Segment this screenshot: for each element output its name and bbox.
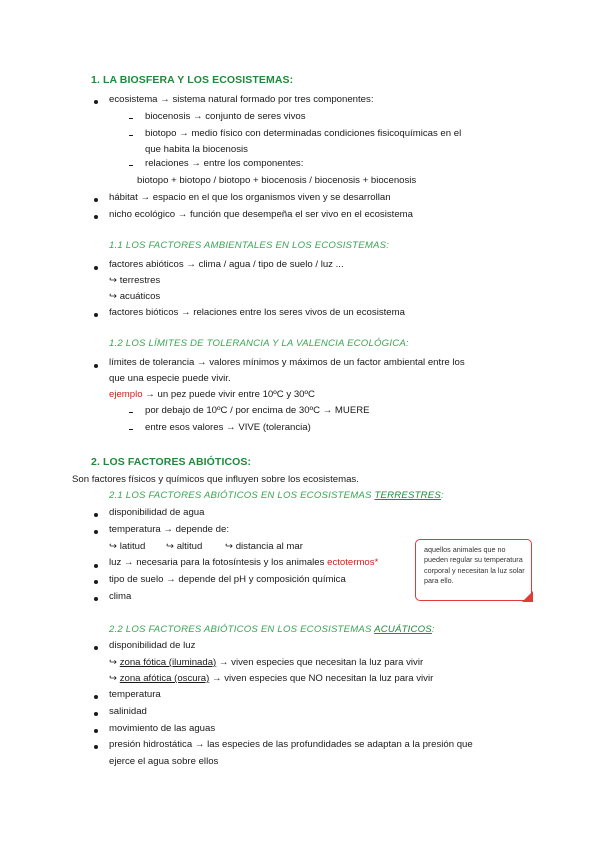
relaciones-definition: relaciones → entre los componentes: (145, 158, 304, 169)
zona-fotica-item (109, 657, 423, 668)
section-2-2-title-acuaticos: ACUÁTICOS (374, 624, 432, 635)
ejemplo-label: ejemplo (109, 389, 143, 400)
luz-text: luz → necesaria para la fotosíntesis y los animales (109, 557, 328, 568)
bullet (94, 266, 98, 270)
section-1-2-title: 1.2 LOS LÍMITES DE TOLERANCIA Y LA VALENCIA ECOLÓGICA: (109, 338, 409, 349)
zona-afotica-item (109, 673, 433, 684)
bullet (94, 712, 98, 716)
muere-item: por debajo de 10ºC / por encima de 30ºC → MUERE (145, 405, 370, 416)
dash (129, 412, 133, 413)
section-2-1-title-colon: : (440, 490, 444, 501)
sticky-note-text: aquellos animales que no pueden regular su temperatura corporal y necesitan la luz solar para ello. (424, 545, 525, 586)
sticky-note-ectotermos (415, 539, 532, 601)
biotopo-definition-line1: biotopo → medio físico con determinadas condiciones fisicoquímicas en el (145, 128, 462, 139)
bullet (94, 745, 98, 749)
salinidad-item: salinidad (109, 706, 147, 717)
biotopo-definition-line2: que habita la biocenosis (145, 144, 248, 155)
bullet (94, 564, 98, 568)
clima-item: clima (109, 591, 132, 602)
bullet (94, 580, 98, 584)
section-2-1-title (109, 490, 444, 501)
zona-afotica-text: → viven especies que NO necesitan la luz para vivir (209, 673, 434, 684)
dash (129, 118, 133, 119)
fotica-arrow: ↪ (109, 657, 120, 668)
distancia-item: ↪ distancia al mar (225, 541, 303, 552)
section-2-2-title (109, 624, 435, 635)
ecosistema-definition: ecosistema → sistema natural formado por tres componentes: (109, 94, 374, 105)
zona-fotica-label: zona fótica (iluminada) (119, 657, 217, 668)
zona-fotica-text: → viven especies que necesitan la luz para vivir (216, 657, 424, 668)
biocenosis-definition: biocenosis → conjunto de seres vivos (145, 111, 306, 122)
section-1-1-title: 1.1 LOS FACTORES AMBIENTALES EN LOS ECOSISTEMAS: (109, 240, 390, 251)
abioticos-definition: factores abióticos → clima / agua / tipo de suelo / luz ... (109, 259, 344, 270)
nicho-definition: nicho ecológico → función que desempeña el ser vivo en el ecosistema (109, 209, 413, 220)
section-2-1-title-terrestres: TERRESTRES (374, 490, 441, 501)
luz-item (109, 557, 378, 568)
bullet (94, 646, 98, 650)
section-2-2-title-text: 2.2 LOS FACTORES ABIÓTICOS EN LOS ECOSISTEMAS (109, 624, 375, 635)
limites-definition-line2: que una especie puede vivir. (109, 373, 231, 384)
habitat-definition: hábitat → espacio en el que los organismos viven y se desarrollan (109, 192, 391, 203)
latitud-item: ↪ latitud (109, 541, 146, 552)
temperatura-item: temperatura → depende de: (109, 524, 230, 535)
bullet (94, 313, 98, 317)
agua-item: disponibilidad de agua (109, 507, 205, 518)
afotica-arrow: ↪ (109, 673, 120, 684)
ejemplo-line (109, 389, 315, 400)
bullet (94, 513, 98, 517)
bullet (94, 364, 98, 368)
ejemplo-text: → un pez puede vivir entre 10ºC y 30ºC (142, 389, 315, 400)
dash (129, 429, 133, 430)
vive-item: entre esos valores → VIVE (tolerancia) (145, 422, 311, 433)
altitud-item: ↪ altitud (166, 541, 203, 552)
acuaticos-item: ↪ acuáticos (109, 291, 161, 302)
section-2-intro: Son factores físicos y químicos que influyen sobre los ecosistemas. (72, 474, 359, 485)
note-corner-fold (522, 591, 533, 602)
movimiento-item: movimiento de las aguas (109, 723, 216, 734)
bullet (94, 597, 98, 601)
limites-definition-line1: límites de tolerancia → valores mínimos y máximos de un factor ambiental entre los (109, 357, 465, 368)
zona-afotica-label: zona afótica (oscura) (119, 673, 210, 684)
bullet (94, 198, 98, 202)
bullet (94, 530, 98, 534)
bullet (94, 100, 98, 104)
section-2-1-title-text: 2.1 LOS FACTORES ABIÓTICOS EN LOS ECOSISTEMAS (109, 490, 375, 501)
section-1-title: 1. LA BIOSFERA Y LOS ECOSISTEMAS: (91, 74, 294, 86)
dash (129, 165, 133, 166)
terrestres-item: ↪ terrestres (109, 275, 161, 286)
temperatura-acuatica-item: temperatura (109, 689, 161, 700)
presion-item-line2: ejerce el agua sobre ellos (109, 756, 219, 767)
presion-item-line1: presión hidrostática → las especies de las profundidades se adaptan a la presión que (109, 739, 473, 750)
dash (129, 135, 133, 136)
section-2-2-title-colon: : (431, 624, 435, 635)
bullet (94, 729, 98, 733)
section-2-title: 2. LOS FACTORES ABIÓTICOS: (91, 456, 252, 468)
disponibilidad-luz-item: disponibilidad de luz (109, 640, 196, 651)
relaciones-detail: biotopo + biotopo / biotopo + biocenosis / biocenosis + biocenosis (137, 175, 417, 186)
bullet (94, 215, 98, 219)
suelo-item: tipo de suelo → depende del pH y composición química (109, 574, 346, 585)
bioticos-definition: factores bióticos → relaciones entre los seres vivos de un ecosistema (109, 307, 405, 318)
bullet (94, 695, 98, 699)
ectotermos-label: ectotermos* (327, 557, 379, 568)
